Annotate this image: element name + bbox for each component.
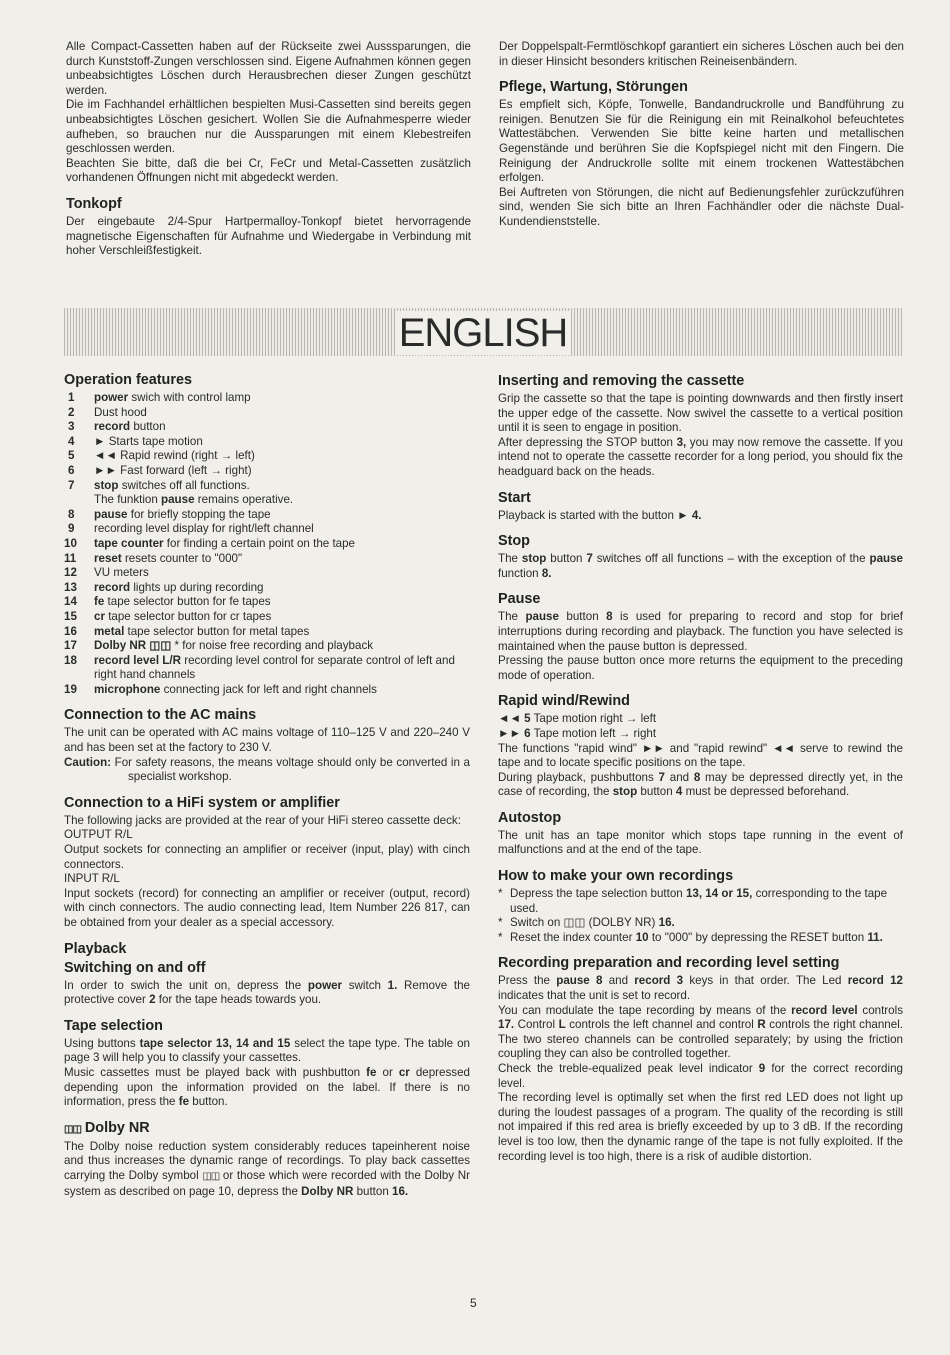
paragraph: Using buttons tape selector 13, 14 and 15 select the tape type. The table on page 3 will help you to classify your cassettes. (64, 1036, 470, 1065)
german-column-right (499, 40, 904, 230)
recording-steps-list (498, 887, 903, 945)
paragraph: Beachten Sie bitte, daß die bei Cr, FeCr und Metal-Cassetten zusätzlich vorhandenen Öffnungen nicht mit abgedeckt werden. (66, 156, 471, 185)
feature-number: 19 (64, 682, 77, 696)
paragraph: The unit has an tape monitor which stops tape running in the event of malfunctions and at the end of the tape. (498, 828, 903, 857)
feature-number: 12 (64, 566, 77, 580)
feature-number: 4 (68, 434, 75, 448)
paragraph: Playback is started with the button ► 4. (498, 508, 702, 522)
page-number: 5 (470, 1296, 477, 1310)
feature-number: 13 (64, 580, 77, 594)
list-item: * Switch on ◫◫ (DOLBY NR) 16. (498, 916, 903, 931)
feature-item: The funktion pause remains operative. (94, 493, 294, 507)
feature-number: 18 (64, 653, 77, 667)
english-banner (64, 308, 902, 356)
paragraph: Pressing the pause button once more returns the equipment to the preceding mode of operation. (498, 654, 903, 682)
paragraph: Music cassettes must be played back with pushbutton fe or cr depressed depending upon the information provided on the label. If there is no information, press the fe button. (64, 1065, 470, 1109)
section-heading-pflege: Pflege, Wartung, Störungen (499, 79, 688, 96)
feature-item: 10 tape counter for finding a certain point on the tape (64, 536, 356, 550)
section-heading-stop: Stop (498, 533, 530, 550)
feature-item: 4 ► Starts tape motion (68, 434, 203, 448)
paragraph: Der Doppelspalt-Fermtlöschkopf garantiert ein sicheres Löschen auch bei den in dieser Hinsicht besonders kritischen Reineisenbändern. (499, 40, 904, 68)
paragraph: Der eingebaute 2/4-Spur Hartpermalloy-Tonkopf bietet hervorragende magnetische Eigenschaften für Aufnahme und Wiedergabe in Verbindung mit hoher Verschleißfestigkeit. (66, 214, 471, 258)
paragraph: You can modulate the tape recording by means of the record level controls 17. Control L controls the left channel and control R controls the right channel. The two stereo channels can be controlled separately; by using the friction coupling they can also be controlled together. (498, 1003, 903, 1061)
section-heading-recording-prep: Recording preparation and recording level setting (498, 955, 840, 972)
feature-item: 1 power swich with control lamp (68, 391, 251, 404)
paragraph: Output sockets for connecting an amplifier or receiver (input, play) with cinch connectors. (64, 843, 470, 871)
section-heading-tape-selection: Tape selection (64, 1017, 163, 1034)
german-column-left (66, 40, 471, 259)
section-heading-tonkopf: Tonkopf (66, 195, 122, 212)
feature-item: 16 metal tape selector button for metal tapes (64, 624, 310, 638)
dolby-icon: ◫◫ (202, 1170, 220, 1182)
feature-item: 2 Dust hood (68, 405, 147, 419)
list-item: * Depress the tape selection button 13, 14 or 15, corresponding to the tape used. (498, 887, 903, 916)
output-label: OUTPUT R/L (64, 828, 133, 842)
rapid-line: ►► 6 Tape motion left → right (498, 726, 657, 740)
english-column-right (498, 373, 903, 1164)
paragraph: Press the pause 8 and record 3 keys in that order. The Led record 12 indicates that the unit is set to record. (498, 974, 903, 1003)
feature-number: 17 (64, 639, 77, 653)
feature-item: 14 fe tape selector button for fe tapes (64, 595, 271, 609)
feature-number: 6 (68, 463, 75, 477)
feature-number: 9 (68, 522, 75, 536)
feature-item: 18 record level L/R recording level control for separate control of left and right hand channels (64, 653, 455, 682)
section-heading-hifi: Connection to a HiFi system or amplifier (64, 794, 340, 811)
feature-number: 14 (64, 595, 77, 609)
dolby-icon: ◫◫ (64, 1123, 81, 1135)
feature-item: 7 stop switches off all functions. (68, 478, 250, 492)
paragraph: Check the treble-equalized peak level indicator 9 for the correct recording level. (498, 1062, 903, 1090)
paragraph: The following jacks are provided at the rear of your HiFi stereo cassette deck: (64, 813, 461, 827)
feature-item: 12 VU meters (64, 566, 149, 580)
feature-item: 13 record lights up during recording (64, 580, 264, 594)
paragraph: Alle Compact-Cassetten haben auf der Rückseite zwei Ausssparungen, die durch Kunststoff-Zungen verschlossen sind. Eigene Aufnahmen können gegen unbeabsichtigtes Löschen durch Herausbrechen dieser Zungen geschützt werden. (66, 40, 471, 97)
section-subheading-switching: Switching on and off (64, 959, 206, 976)
section-heading-rapid-wind: Rapid wind/Rewind (498, 693, 630, 710)
feature-item: 19 microphone connecting jack for left and right channels (64, 682, 377, 696)
english-column-left (64, 372, 470, 1199)
feature-number: 1 (68, 391, 75, 404)
caution-label: Caution: (64, 755, 112, 769)
feature-item: 11 reset resets counter to "000" (64, 551, 243, 565)
feature-item: 5 ◄◄ Rapid rewind (right → left) (68, 449, 255, 463)
section-heading-autostop: Autostop (498, 809, 562, 826)
section-heading-own-recordings: How to make your own recordings (498, 868, 734, 885)
section-heading-start: Start (498, 489, 531, 506)
paragraph: The recording level is optimally set when the first red LED does not light up during the loudest passages of a program. The quality of the recording is still not impaired if this red area is briefly exceeded by up to 3 dB. If the recording level is too low, then the dynamic range of the tape is not fully exploited. If the recording level is too high, there is a risk of audible distortion. (498, 1091, 903, 1163)
paragraph: In order to swich the unit on, depress the power switch 1. Remove the protective cover 2 for the tape heads towards you. (64, 978, 470, 1007)
operation-features-list (64, 391, 470, 697)
paragraph: Input sockets (record) for connecting an amplifier or receiver (output, record) with cinch connectors. The audio connecting lead, Item Number 226 817, can be obtained from your dealer as a special accessory. (64, 886, 470, 929)
list-item: * Reset the index counter 10 to "000" by depressing the RESET button 11. (498, 931, 903, 946)
feature-item: 8 pause for briefly stopping the tape (68, 507, 271, 521)
section-heading-inserting: Inserting and removing the cassette (498, 373, 745, 389)
feature-number: 8 (68, 507, 75, 521)
feature-item: 15 cr tape selector button for cr tapes (64, 609, 272, 623)
feature-number: 10 (64, 536, 77, 550)
paragraph: The Dolby noise reduction system considerably reduces tapeinherent noise and thus increases the dynamic range of recordings. To play back cassettes carrying the Dolby symbol ◫◫ or those which were recorded with the Dolby Nr system as described on page 10, depress the Dolby NR button 16. (64, 1139, 470, 1198)
banner-title: ENGLISH (395, 311, 572, 355)
feature-number: 3 (68, 420, 75, 434)
paragraph: Bei Auftreten von Störungen, die nicht auf Bedienungsfehler zurückzuführen sind, wenden Sie sich bitte an Ihren Fachhändler oder die nächste Dual-Kundendienststelle. (499, 185, 904, 228)
feature-number: 7 (68, 478, 75, 492)
feature-number: 11 (64, 551, 77, 565)
section-heading-operation-features: Operation features (64, 372, 192, 388)
paragraph: After depressing the STOP button 3, you may now remove the cassette. If you intend not to operate the cassette recorder for a long period, you should fix the headguard back on the heads. (498, 435, 903, 478)
paragraph: During playback, pushbuttons 7 and 8 may be depressed directly yet, in the case of recording, the stop button 4 must be depressed beforehand. (498, 770, 903, 799)
paragraph: Die im Fachhandel erhältlichen bespielten Musi-Cassetten sind bereits gegen unbeabsichtigtes Löschen gesichert. Wollen Sie die Aufnahmesperre wieder aufheben, so brauchen nur die Aussparungen mit einem Klebestreifen geschlossen werden. (66, 98, 471, 156)
section-heading-ac-mains: Connection to the AC mains (64, 707, 257, 724)
feature-number: 16 (64, 624, 77, 638)
feature-number: 5 (68, 449, 75, 463)
paragraph: The stop button 7 switches off all functions – with the exception of the pause function 8. (498, 552, 903, 580)
feature-item: 6 ►► Fast forward (left → right) (68, 463, 252, 477)
paragraph: The pause button 8 is used for preparing to record and stop for brief interruptions during recording and playback. The function you have selected is maintained when the pause button is depressed. (498, 610, 903, 653)
feature-number: 2 (68, 405, 75, 419)
paragraph: The unit can be operated with AC mains voltage of 110–125 V and 220–240 V and has been set at the factory to 230 V. (64, 726, 470, 755)
input-label: INPUT R/L (64, 872, 120, 886)
feature-item: 9 recording level display for right/left channel (68, 522, 314, 536)
feature-number: 15 (64, 609, 77, 623)
paragraph: The functions "rapid wind" ►► and "rapid rewind" ◄◄ serve to rewind the tape and to locate specific positions on the tape. (498, 741, 903, 770)
paragraph: Es empfielt sich, Köpfe, Tonwelle, Bandandruckrolle und Bandführung zu reinigen. Benutzen Sie für die Reinigung ein mit Reinalkohol befeuchtetes Wattestäbchen. Verwenden Sie bitte keine harten und metallischen Gegenstände und berühren Sie die Kopfspiegel nicht mit den Fingern. Die Reinigung der Andruckrolle sollte mit einem trockenen Wattestäbchen erfolgen. (499, 98, 904, 185)
rapid-line: ◄◄ 5 Tape motion right → left (498, 712, 657, 726)
section-heading-pause: Pause (498, 591, 541, 608)
section-heading-playback: Playback (64, 940, 127, 957)
paragraph: Grip the cassette so that the tape is pointing downwards and then firstly insert the upper edge of the cassette. Now swivel the cassette to a vertical position until it is seen to engage in position. (498, 392, 903, 435)
feature-item: 17 Dolby NR ◫◫ * for noise free recording and playback (64, 639, 374, 653)
section-heading-dolby: ◫◫ Dolby NR (64, 1119, 150, 1136)
feature-item: 3 record button (68, 420, 166, 434)
caution-paragraph: Caution: For safety reasons, the means voltage should only be converted in a specialist workshop. (64, 755, 470, 784)
